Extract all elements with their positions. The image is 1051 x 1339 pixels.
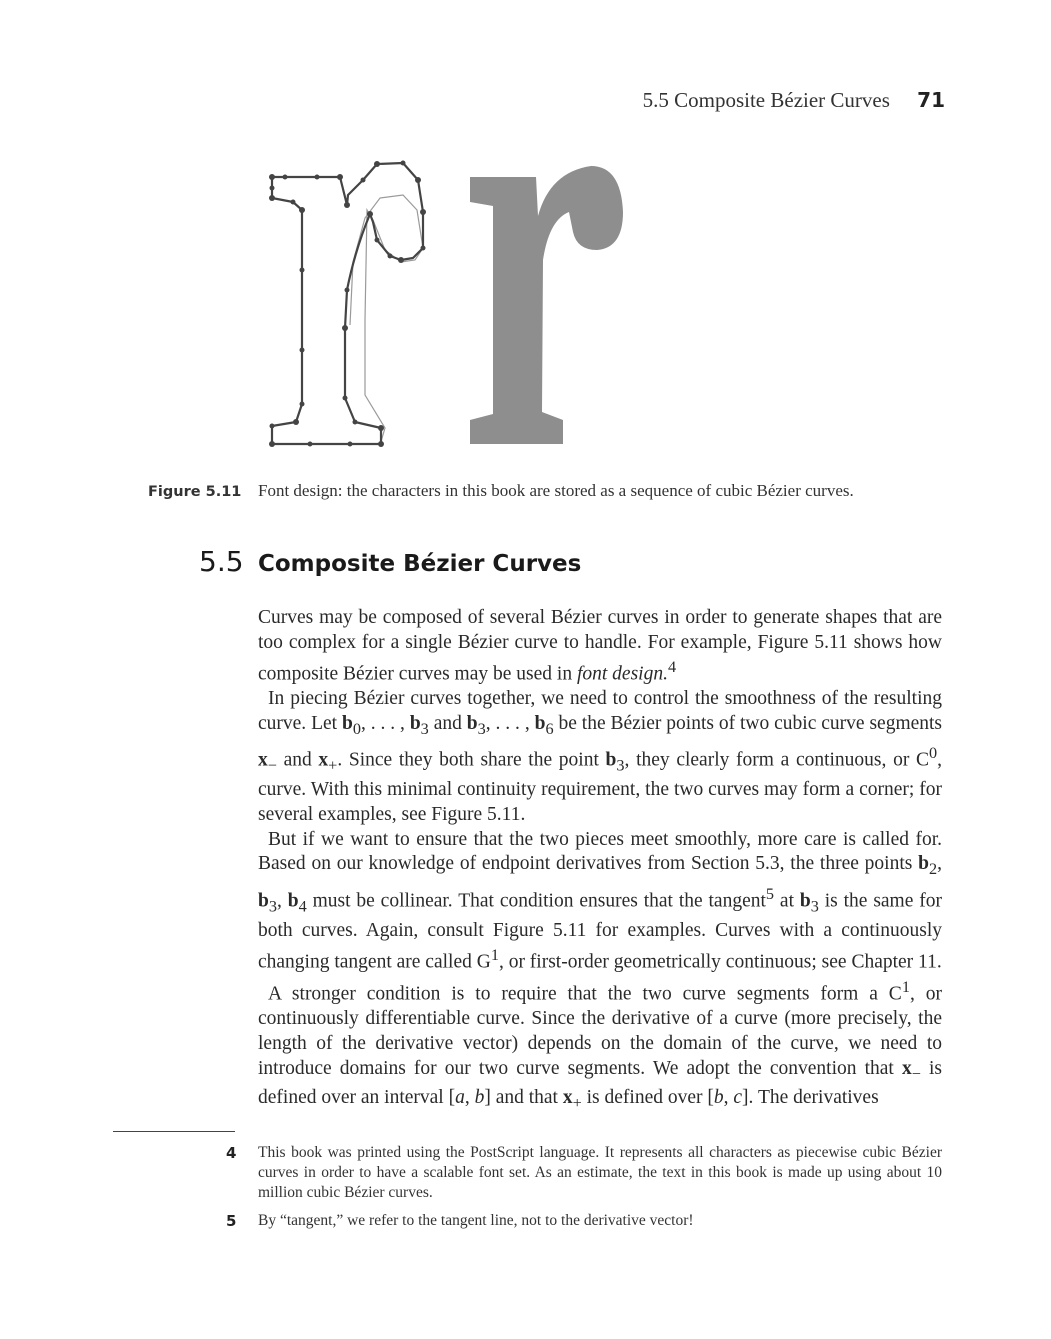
section-heading bbox=[199, 545, 581, 578]
running-title: 5.5 Composite Bézier Curves bbox=[642, 88, 890, 112]
footnote-text: By “tangent,” we refer to the tangent line, not to the derivative vector! bbox=[258, 1211, 694, 1229]
footnote-4 bbox=[226, 1143, 942, 1204]
footnote-5 bbox=[226, 1211, 942, 1231]
figure-caption bbox=[148, 481, 948, 501]
paragraph: A stronger condition is to require that the two curve segments form a $C^1$, or continuously differentiable curve. Since the derivative of a curve (more precisely, the length of the derivative vector) depends on the domain of the curve, we need to introduce domains for our two curve segments. We adopt the convention that $x_-$ is defined over an interval [a, b] and that $x_+$ is defined over [b, c]. The derivatives bbox=[258, 978, 942, 1112]
paragraph: In piecing Bézier curves together, we need to control the smoothness of the resulting curve. Let $b_0$, . . . , $b_3$ and $b_3$, . . . , $b_6$ be the Bézier points of two cubic curve segments $x_-$ and $x_+$. Since they both share the point $b_3$, they clearly form a continuous, or $C^0$, curve. With this minimal continuity requirement, the two curves may form a corner; for several examples, see Figure 5.11. bbox=[258, 688, 943, 825]
footnote-mark: 5 bbox=[226, 1211, 237, 1230]
footnote-rule bbox=[113, 1131, 235, 1132]
section-number: 5.5 bbox=[199, 545, 244, 578]
paragraph: Curves may be composed of several Bézier curves in order to generate shapes that are too complex for a single Bézier curve to handle. For example, Figure 5.11 shows how composite Bézier curves may be used in font design.$^4$ bbox=[258, 607, 942, 685]
figure-5-11 bbox=[255, 150, 655, 450]
footnote-text: This book was printed using the PostScript language. It represents all characters as piecewise cubic Bézier curves in order to have a scalable font set. As an estimate, the text in this book is made up using about 10 million cubic Bézier curves. bbox=[258, 1144, 942, 1202]
figure-caption-text: Font design: the characters in this book are stored as a sequence of cubic Bézier curves. bbox=[258, 481, 854, 500]
running-head bbox=[560, 88, 945, 113]
footnotes bbox=[226, 1143, 942, 1238]
figure-label: Figure 5.11 bbox=[148, 484, 242, 500]
body-text bbox=[258, 606, 942, 1116]
paragraph: But if we want to ensure that the two pieces meet smoothly, more care is called for. Based on our knowledge of endpoint derivatives from Section 5.3, the three points $b_2$, $b_3$, $b_4$ must be collinear. That condition ensures that the tangent$^5$ at $b_3$ is the same for both curves. Again, consult Figure 5.11 for examples. Curves with a continuously changing tangent are called $G^1$, or first-order geometrically continuous; see Chapter 11. bbox=[258, 828, 942, 973]
page-number: 71 bbox=[917, 88, 945, 112]
footnote-mark: 4 bbox=[226, 1144, 237, 1162]
outlined-glyph-r bbox=[269, 161, 426, 448]
filled-glyph-r bbox=[470, 166, 623, 444]
font-design-figure bbox=[255, 150, 655, 450]
control-polygon bbox=[350, 195, 423, 445]
section-title: Composite Bézier Curves bbox=[258, 551, 582, 577]
